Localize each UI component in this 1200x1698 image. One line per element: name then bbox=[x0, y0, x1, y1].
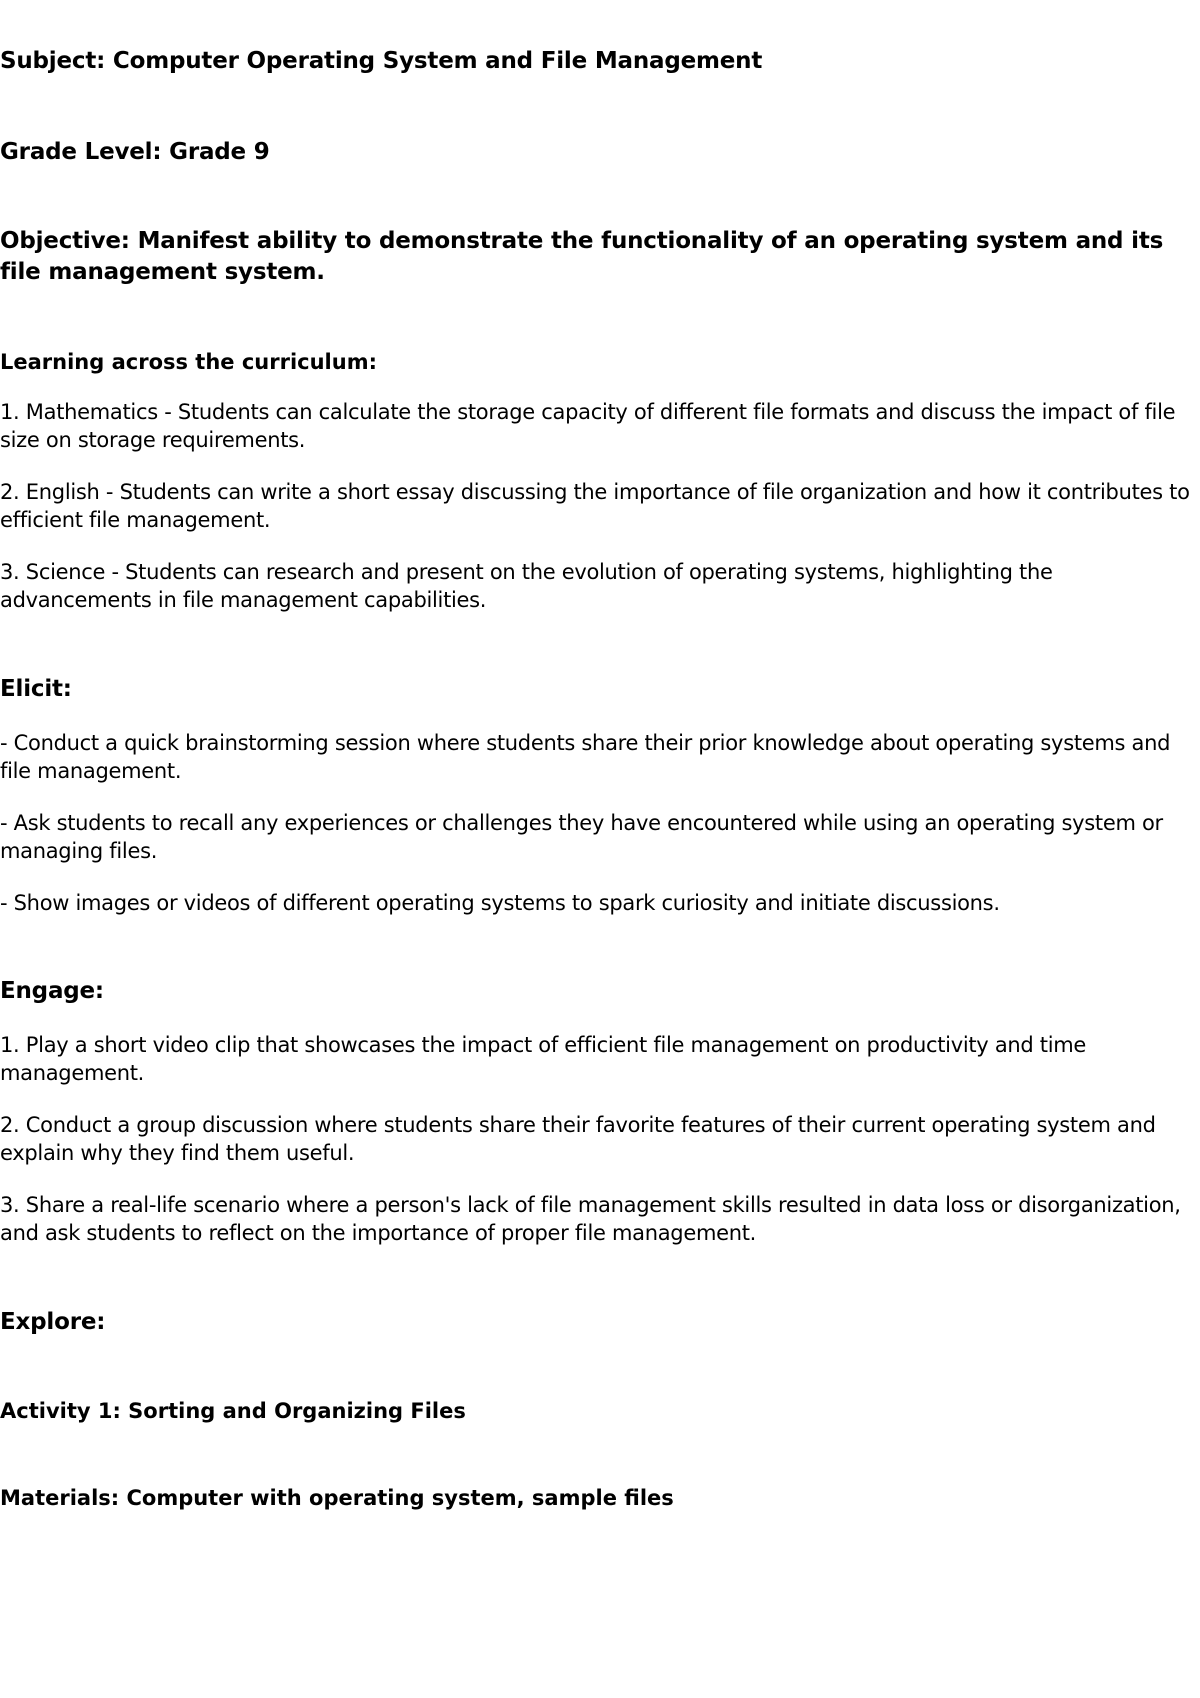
grade-level-line: Grade Level: Grade 9 bbox=[0, 139, 270, 165]
engage-heading: Engage: bbox=[0, 978, 104, 1004]
engage-item-1: 1. Play a short video clip that showcases the impact of efficient file management on productivity and time management. bbox=[0, 1033, 1087, 1085]
elicit-item-2: - Ask students to recall any experiences or challenges they have encountered while using an operating system or managing files. bbox=[0, 811, 1163, 863]
learning-item-math: 1. Mathematics - Students can calculate the storage capacity of different file formats and discuss the impact of file size on storage requirements. bbox=[0, 400, 1176, 452]
learning-item-science: 3. Science - Students can research and present on the evolution of operating systems, highlighting the advancements in file management capabilities. bbox=[0, 560, 1053, 612]
activity-title: Activity 1: Sorting and Organizing Files bbox=[0, 1399, 466, 1423]
learning-item-english: 2. English - Students can write a short essay discussing the importance of file organization and how it contributes to efficient file management. bbox=[0, 480, 1190, 532]
objective-line: Objective: Manifest ability to demonstrate the functionality of an operating system and its file management system. bbox=[0, 228, 1164, 285]
explore-heading: Explore: bbox=[0, 1309, 106, 1335]
elicit-heading: Elicit: bbox=[0, 676, 72, 702]
elicit-item-1: - Conduct a quick brainstorming session where students share their prior knowledge about operating systems and file management. bbox=[0, 731, 1171, 783]
learning-across-heading: Learning across the curriculum: bbox=[0, 350, 377, 374]
materials-line: Materials: Computer with operating system, sample files bbox=[0, 1486, 674, 1510]
engage-item-2: 2. Conduct a group discussion where students share their favorite features of their current operating system and explain why they find them useful. bbox=[0, 1113, 1156, 1165]
elicit-item-3: - Show images or videos of different operating systems to spark curiosity and initiate discussions. bbox=[0, 891, 1000, 915]
engage-item-3: 3. Share a real-life scenario where a person's lack of file management skills resulted in data loss or disorganization, and ask students to reflect on the importance of proper file management. bbox=[0, 1193, 1181, 1245]
subject-line: Subject: Computer Operating System and File Management bbox=[0, 48, 763, 74]
